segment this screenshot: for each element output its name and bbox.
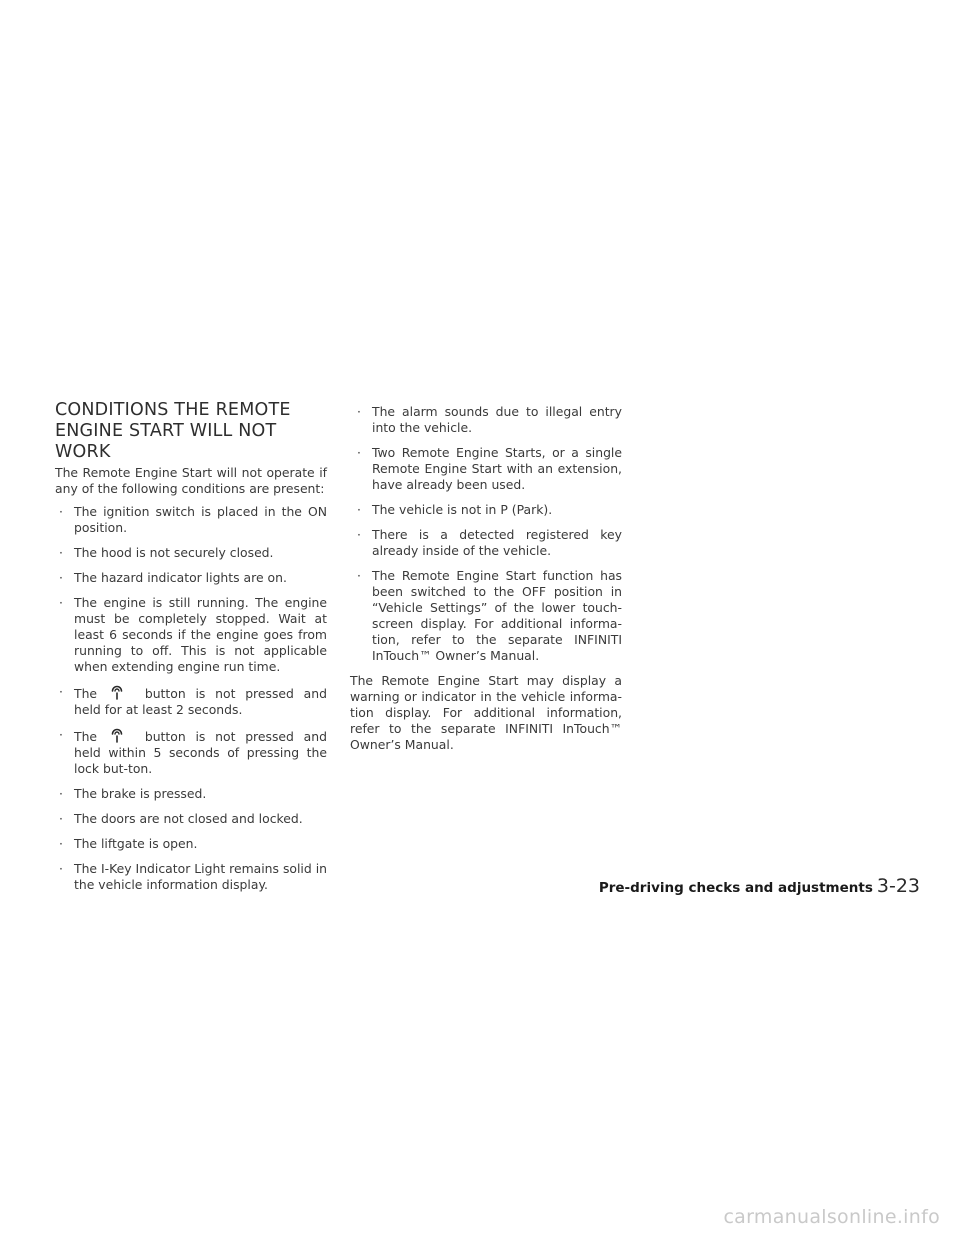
heading-line-1: CONDITIONS THE REMOTE bbox=[55, 400, 291, 420]
list-item-text: The I-Key Indicator Light remains solid in the vehicle information display. bbox=[74, 861, 327, 892]
page-footer bbox=[599, 875, 920, 897]
list-item bbox=[350, 527, 622, 559]
list-item-text: The ignition switch is placed in the ON position. bbox=[74, 504, 327, 535]
bullet: · bbox=[59, 504, 63, 519]
list-item bbox=[51, 570, 327, 586]
list-item-text: The doors are not closed and locked. bbox=[74, 811, 303, 826]
list-item bbox=[350, 404, 622, 436]
list-item bbox=[51, 545, 327, 561]
list-item-text: The Remote Engine Start function has been switched to the OFF position in “Vehicle Settings” of the lower touch-screen display. For additional informa-tion, refer to the separate INFINITI InTouch™ Owner’s Manual. bbox=[372, 568, 622, 663]
list-item bbox=[51, 861, 327, 893]
list-item bbox=[51, 786, 327, 802]
list-item bbox=[51, 727, 327, 777]
list-item-suffix: button is not pressed and held for at least 2 seconds. bbox=[74, 686, 327, 717]
list-item bbox=[350, 445, 622, 493]
list-item bbox=[51, 684, 327, 718]
heading-line-2: ENGINE START WILL NOT WORK bbox=[55, 421, 277, 462]
conditions-list-left bbox=[51, 504, 327, 893]
list-item bbox=[51, 595, 327, 675]
bullet: · bbox=[59, 545, 63, 560]
footer-section-title: Pre-driving checks and adjustments bbox=[598, 880, 873, 896]
bullet: · bbox=[357, 527, 361, 542]
list-item-text: The liftgate is open. bbox=[74, 836, 198, 851]
list-item-prefix: The bbox=[74, 686, 98, 701]
section-heading bbox=[55, 400, 327, 463]
bullet: · bbox=[59, 861, 63, 876]
list-item-text: The vehicle is not in P (Park). bbox=[372, 502, 553, 517]
list-item-text: The brake is pressed. bbox=[74, 786, 207, 801]
list-item-text: The hood is not securely closed. bbox=[74, 545, 274, 560]
bullet: · bbox=[59, 786, 63, 801]
page-number: 3-23 bbox=[876, 875, 920, 897]
bullet: · bbox=[357, 502, 361, 517]
remote-start-icon bbox=[109, 684, 125, 700]
list-item-text: There is a detected registered key already inside of the vehicle. bbox=[372, 527, 622, 558]
bullet: · bbox=[357, 445, 361, 460]
bullet: · bbox=[59, 727, 63, 742]
bullet: · bbox=[59, 836, 63, 851]
bullet: · bbox=[59, 595, 63, 610]
list-item bbox=[350, 568, 622, 664]
list-item-text: The engine is still running. The engine must be completely stopped. Wait at least 6 seconds if the engine goes from running to off. This is not applicable when extending engine run time. bbox=[74, 595, 327, 674]
watermark: carmanualsonline.info bbox=[723, 1206, 940, 1228]
list-item-prefix: The bbox=[74, 729, 98, 744]
bullet: · bbox=[59, 570, 63, 585]
bullet: · bbox=[59, 811, 63, 826]
closing-paragraph: The Remote Engine Start may display a warning or indicator in the vehicle informa-tion display. For additional information, refer to the separate INFINITI InTouch™ Owner’s Manual. bbox=[350, 673, 622, 752]
right-column bbox=[350, 404, 622, 753]
list-item bbox=[350, 502, 622, 518]
list-item bbox=[51, 836, 327, 852]
list-item bbox=[51, 811, 327, 827]
list-item-text: The alarm sounds due to illegal entry into the vehicle. bbox=[372, 404, 622, 435]
left-column bbox=[55, 400, 327, 902]
bullet: · bbox=[357, 568, 361, 583]
intro-paragraph: The Remote Engine Start will not operate if any of the following conditions are present: bbox=[55, 465, 327, 496]
list-item-text: Two Remote Engine Starts, or a single Remote Engine Start with an extension, have already been used. bbox=[372, 445, 622, 492]
bullet: · bbox=[59, 684, 63, 699]
list-item bbox=[51, 504, 327, 536]
list-item-text: The hazard indicator lights are on. bbox=[74, 570, 287, 585]
list-item-suffix: button is not pressed and held within 5 seconds of pressing the lock but-ton. bbox=[74, 729, 327, 776]
remote-start-icon bbox=[109, 727, 125, 743]
conditions-list-right bbox=[350, 404, 622, 664]
bullet: · bbox=[357, 404, 361, 419]
